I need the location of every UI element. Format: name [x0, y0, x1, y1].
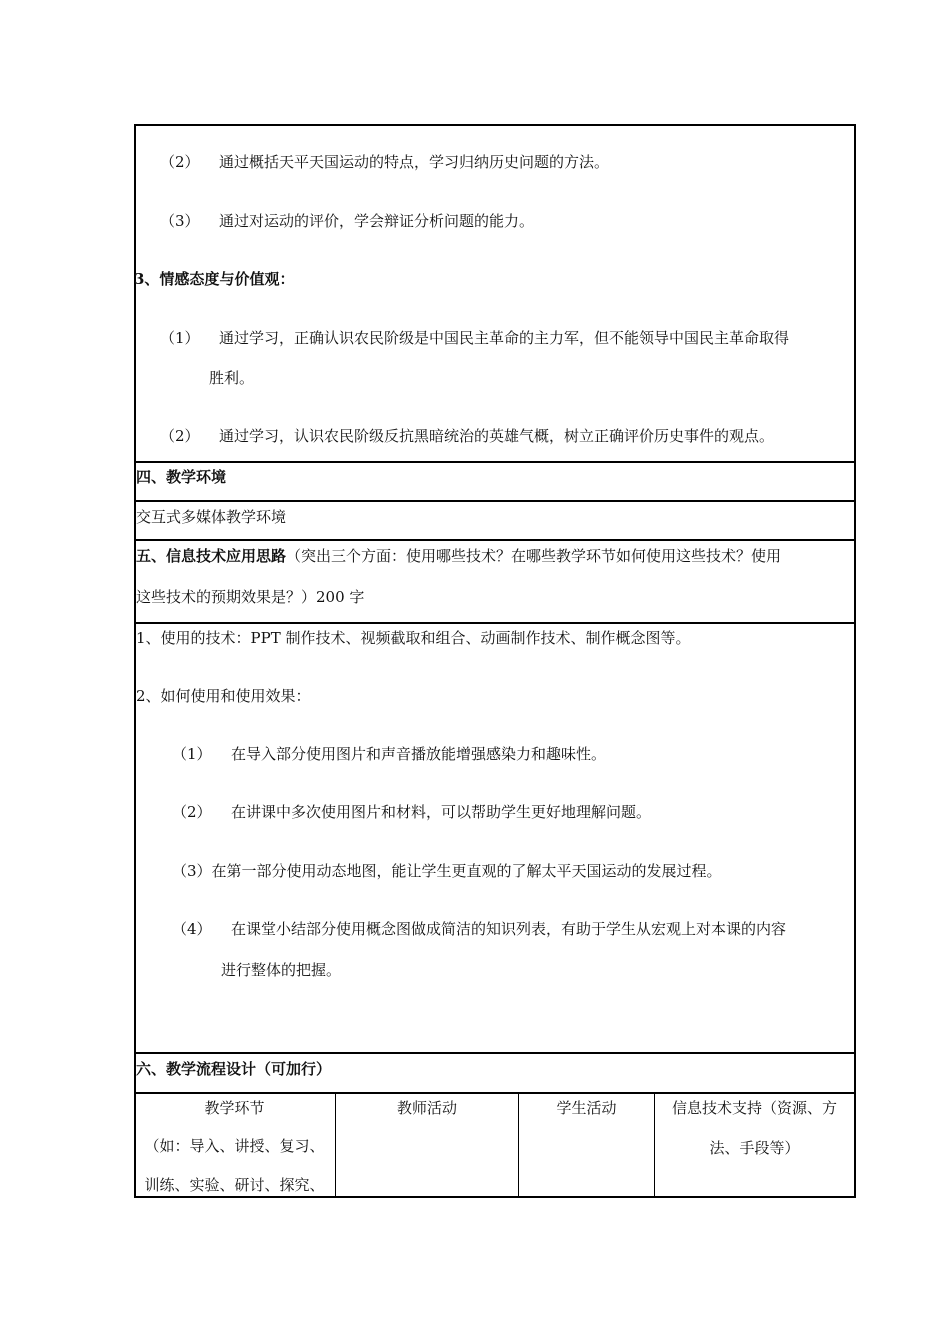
- usage-item-1: 在导入部分使用图片和声音播放能增强感染力和趣味性。: [231, 745, 607, 763]
- row-divider: [134, 461, 856, 463]
- emotion-item-1-line1: 通过学习，正确认识农民阶级是中国民主革命的主力军，但不能领导中国民主革命取得: [219, 329, 790, 347]
- emotion-heading: 3、情感态度与价值观：: [134, 270, 295, 288]
- section5-heading: 五、信息技术应用思路: [136, 547, 287, 565]
- item-number: （2）: [172, 803, 212, 821]
- row-divider: [134, 1092, 856, 1094]
- col-header-tech-line2: 法、手段等）: [709, 1139, 800, 1157]
- item-number: （2）: [160, 153, 200, 171]
- col-header-stage-note1: （如：导入、讲授、复习、: [144, 1137, 325, 1155]
- section4-content: 交互式多媒体教学环境: [136, 508, 287, 526]
- item-number: （1）: [172, 745, 212, 763]
- col-header-stage: 教学环节: [204, 1099, 265, 1117]
- row-divider: [134, 500, 856, 502]
- section4-heading: 四、教学环境: [136, 468, 227, 486]
- col-header-student: 学生活动: [556, 1099, 617, 1117]
- row-divider: [134, 622, 856, 624]
- item-number: （2）: [160, 427, 200, 445]
- item-number: （1）: [160, 329, 200, 347]
- item-number: （3）: [160, 212, 200, 230]
- section5-heading-line: [136, 546, 781, 566]
- emotion-item-2: 通过学习，认识农民阶级反抗黑暗统治的英雄气概，树立正确评价历史事件的观点。: [219, 427, 775, 445]
- usage-item-4-line1: 在课堂小结部分使用概念图做成简洁的知识列表，有助于学生从宏观上对本课的内容: [231, 920, 787, 938]
- usage-heading: 2、如何使用和使用效果：: [136, 687, 311, 705]
- section5-note-line2: 这些技术的预期效果是？）200 字: [136, 588, 365, 606]
- col-header-stage-note2: 训练、实验、研讨、探究、: [144, 1176, 325, 1194]
- col-header-teacher: 教师活动: [396, 1099, 457, 1117]
- row-divider: [134, 539, 856, 541]
- row-divider: [134, 1052, 856, 1054]
- usage-item-3: （3）在第一部分使用动态地图，能让学生更直观的了解太平天国运动的发展过程。: [172, 862, 722, 880]
- usage-item-4-line2: 进行整体的把握。: [221, 961, 342, 979]
- item-number: （4）: [172, 920, 212, 938]
- tech-list: 1、使用的技术：PPT 制作技术、视频截取和组合、动画制作技术、制作概念图等。: [136, 629, 691, 647]
- usage-item-2: 在讲课中多次使用图片和材料，可以帮助学生更好地理解问题。: [231, 803, 652, 821]
- section6-heading: 六、教学流程设计（可加行）: [136, 1060, 332, 1078]
- section5-note-line1: （突出三个方面：使用哪些技术？在哪些教学环节如何使用这些技术？使用: [286, 547, 782, 565]
- ability-item-2: 通过概括天平天国运动的特点，学习归纳历史问题的方法。: [219, 153, 610, 171]
- ability-item-3: 通过对运动的评价，学会辩证分析问题的能力。: [219, 212, 535, 230]
- emotion-item-1-line2: 胜利。: [209, 369, 255, 387]
- col-header-tech-line1: 信息技术支持（资源、方: [671, 1099, 837, 1117]
